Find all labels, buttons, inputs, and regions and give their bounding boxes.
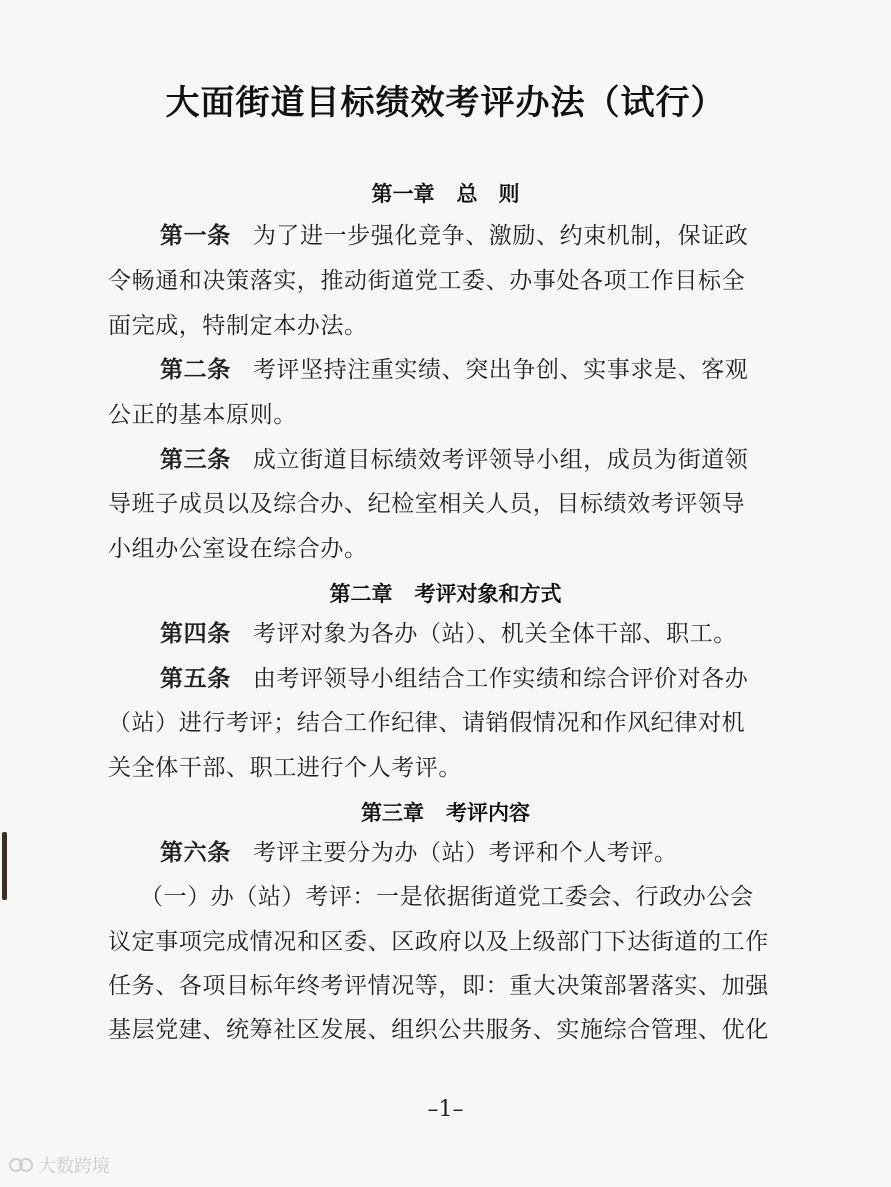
article-text: 为了进一步强化竞争、激励、约束机制，保证政 bbox=[252, 223, 749, 249]
article-4-line-1 bbox=[160, 623, 844, 646]
article-1-line-2: 令畅通和决策落实，推动街道党工委、办事处各项工作目标全 bbox=[108, 268, 746, 294]
chapter-number: 第一章 bbox=[371, 182, 435, 206]
document-title: 大面街道目标绩效考评办法（试行） bbox=[165, 83, 726, 123]
article-5-line-2: （站）进行考评；结合工作纪律、请销假情况和作风纪律对机 bbox=[108, 710, 746, 736]
office-evaluation-line-3: 任务、各项目标年终考评情况等，即：重大决策部署落实、加强 bbox=[108, 973, 769, 999]
article-3-line-3: 小组办公室设在综合办。 bbox=[108, 536, 368, 562]
article-2-line-2: 公正的基本原则。 bbox=[108, 402, 297, 428]
article-label: 第二条 bbox=[160, 357, 231, 383]
article-label: 第四条 bbox=[160, 621, 231, 647]
chapter-3-heading bbox=[0, 797, 891, 827]
article-text: 由考评领导小组结合工作实绩和综合评价对各办 bbox=[252, 666, 749, 692]
article-5-line-3: 关全体干部、职工进行个人考评。 bbox=[108, 755, 462, 781]
article-5-line-1 bbox=[160, 668, 844, 691]
article-text: 成立街道目标绩效考评领导小组，成员为街道领 bbox=[252, 447, 749, 473]
article-6-line-1 bbox=[160, 842, 844, 865]
article-3-line-1 bbox=[160, 449, 844, 472]
watermark-text: 大数跨境 bbox=[38, 1156, 110, 1177]
office-evaluation-line-4: 基层党建、统筹社区发展、组织公共服务、实施综合管理、优化 bbox=[108, 1017, 769, 1043]
article-1-line-1 bbox=[160, 225, 844, 248]
article-1-line-3: 面完成，特制定本办法。 bbox=[108, 313, 368, 339]
chapter-name: 考评对象和方式 bbox=[414, 582, 562, 606]
binding-mark bbox=[2, 832, 7, 900]
chapter-1-heading bbox=[0, 178, 891, 208]
article-label: 第五条 bbox=[160, 666, 231, 692]
article-label: 第一条 bbox=[160, 223, 231, 249]
office-evaluation-line-2: 议定事项完成情况和区委、区政府以及上级部门下达街道的工作 bbox=[108, 929, 769, 955]
article-text: 考评主要分为办（站）考评和个人考评。 bbox=[252, 840, 678, 866]
chapter-number: 第二章 bbox=[329, 582, 393, 606]
article-2-line-1 bbox=[160, 359, 844, 382]
article-3-line-2: 导班子成员以及综合办、纪检室相关人员，目标绩效考评领导 bbox=[108, 491, 746, 517]
watermark bbox=[8, 1152, 110, 1178]
article-text: 考评对象为各办（站）、机关全体干部、职工。 bbox=[252, 621, 737, 647]
office-evaluation-line-1: （一）办（站）考评：一是依据街道党工委会、行政办公会 bbox=[140, 884, 754, 910]
article-text: 考评坚持注重实绩、突出争创、实事求是、客观 bbox=[252, 357, 749, 383]
watermark-logo-icon bbox=[8, 1155, 34, 1175]
article-label: 第三条 bbox=[160, 447, 231, 473]
chapter-name: 考评内容 bbox=[446, 801, 530, 825]
chapter-name: 总 则 bbox=[456, 182, 520, 206]
chapter-number: 第三章 bbox=[361, 801, 424, 825]
article-label: 第六条 bbox=[160, 840, 231, 866]
page-number: –1– bbox=[427, 1097, 464, 1122]
chapter-2-heading bbox=[0, 578, 891, 608]
